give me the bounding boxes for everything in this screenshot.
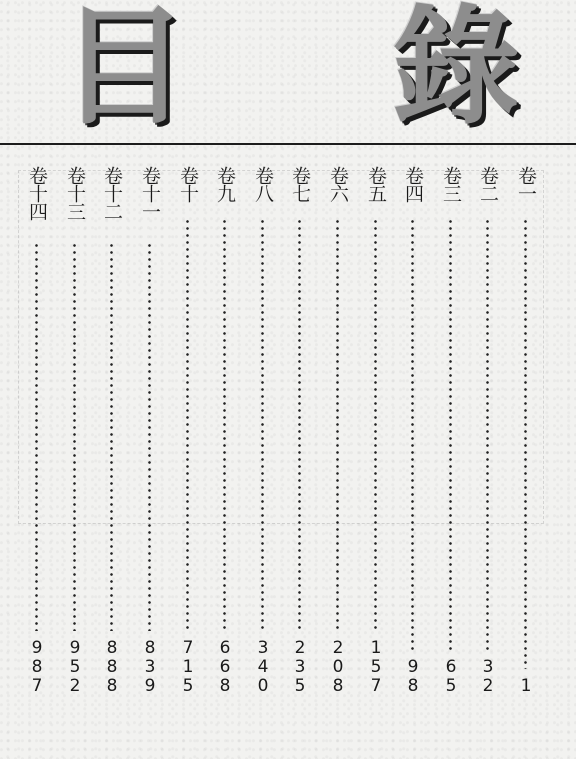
toc-volume-label: 卷十二: [101, 166, 123, 220]
leader-dots: [411, 218, 414, 650]
toc-page-number: 6 5: [445, 657, 457, 696]
toc-page-number: 8 8 8: [106, 638, 118, 696]
toc-volume-label: 卷十四: [26, 166, 48, 220]
toc-page-number: 2 0 8: [332, 638, 344, 696]
leader-dots: [110, 242, 113, 631]
toc-page-number: 9 8 7: [31, 638, 43, 696]
leader-dots: [73, 242, 76, 631]
toc-volume-label: 卷八: [252, 166, 274, 202]
toc-entry: [176, 166, 200, 706]
leader-dots: [449, 218, 452, 650]
toc-entry: [288, 166, 312, 706]
toc-entry: [100, 166, 124, 706]
toc-page-number: 6 6 8: [219, 638, 231, 696]
toc-page-number: 8 3 9: [144, 638, 156, 696]
toc-volume-label: 卷七: [289, 166, 311, 202]
toc-page-number: 2 3 5: [294, 638, 306, 696]
toc-volume-label: 卷三: [440, 166, 462, 202]
leader-dots: [524, 218, 527, 669]
leader-dots: [486, 218, 489, 650]
toc-page-number: 3 4 0: [257, 638, 269, 696]
toc-entry: [401, 166, 425, 706]
leader-dots: [336, 218, 339, 631]
toc-volume-label: 卷六: [327, 166, 349, 202]
toc-entry: [213, 166, 237, 706]
toc-entry: [364, 166, 388, 706]
leader-dots: [298, 218, 301, 631]
toc-entry: [326, 166, 350, 706]
leader-dots: [261, 218, 264, 631]
toc-volume-label: 卷十一: [139, 166, 161, 220]
toc-entry: [25, 166, 49, 706]
leader-dots: [148, 242, 151, 631]
leader-dots: [374, 218, 377, 631]
toc-volume-label: 卷十三: [64, 166, 86, 220]
leader-dots: [186, 218, 189, 631]
toc-page-number: 1: [520, 676, 532, 696]
leader-dots: [223, 218, 226, 631]
bleed-through-frame: [18, 170, 544, 524]
toc-page-number: 3 2: [482, 657, 494, 696]
toc-page-number: 9 5 2: [69, 638, 81, 696]
toc-volume-label: 卷二: [477, 166, 499, 202]
toc-page-number: 1 5 7: [370, 638, 382, 696]
toc-volume-label: 卷十: [177, 166, 199, 202]
header-rule: [0, 143, 576, 145]
toc-entry: [514, 166, 538, 706]
toc-page-number: 7 1 5: [182, 638, 194, 696]
toc-volume-label: 卷一: [515, 166, 537, 202]
toc-entry: [63, 166, 87, 706]
toc-volume-label: 卷五: [365, 166, 387, 202]
toc-volume-label: 卷九: [214, 166, 236, 202]
title-char-right: 錄: [392, 0, 521, 142]
toc-entry: [138, 166, 162, 706]
toc-page-number: 9 8: [407, 657, 419, 696]
toc-entry: [251, 166, 275, 706]
toc-volume-label: 卷四: [402, 166, 424, 202]
toc-entry: [439, 166, 463, 706]
leader-dots: [35, 242, 38, 631]
toc-entry: [476, 166, 500, 706]
title-char-left: 目: [60, 0, 189, 142]
